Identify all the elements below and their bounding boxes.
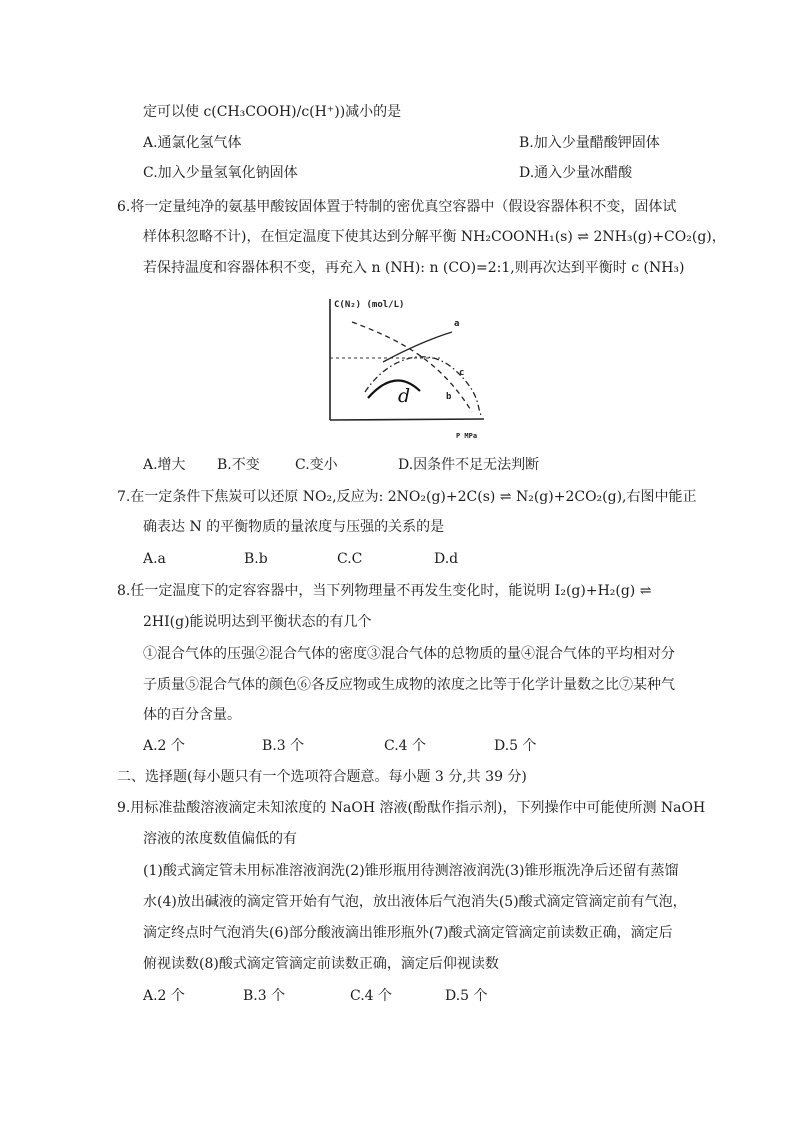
q7-line-2: 确表达 N 的平衡物质的量浓度与压强的关系的是 (143, 519, 445, 535)
q7-option-b: B.b (244, 551, 268, 567)
curve-c (352, 322, 472, 412)
q5-stem: 定可以使 c(CH₃COOH)/c(H⁺))减小的是 (143, 104, 402, 120)
q8-line-5: 体的百分含量。 (143, 707, 241, 723)
q5-option-b: B.加入少量醋酸钾固体 (519, 135, 660, 151)
curve-a-label: a (454, 319, 460, 329)
q9-option-b: B.3 个 (243, 988, 286, 1004)
curve-d (368, 381, 420, 398)
q6-option-c: C.变小 (295, 457, 338, 473)
curve-c-label: c (459, 368, 465, 378)
q5-option-a: A.通氯化氢气体 (143, 135, 242, 151)
curve-b (365, 357, 482, 417)
q8-option-a: A.2 个 (143, 738, 185, 754)
q9-line-3: (1)酸式滴定管未用标准溶液润洗(2)锥形瓶用待测溶液润洗(3)锥形瓶洗净后还留有蒸馏 (143, 863, 679, 879)
q6-line-1: 6.将一定量纯净的氨基甲酸铵固体置于特制的密优真空容器中（假设容器体积不变，固体试 (117, 199, 677, 215)
q9-line-6: 俯视读数(8)酸式滴定管滴定前读数正确，滴定后仰视读数 (143, 956, 499, 972)
figure-x-axis-label: P MPa (456, 432, 478, 440)
q7-option-d: D.d (434, 551, 459, 567)
q6-line-2: 样体积忽略不计)，在恒定温度下使其达到分解平衡 NH₂COONH₁(s) ⇌ 2NH₃(g)+CO₂(g)， (143, 229, 726, 245)
q6-option-d: D.因条件不足无法判断 (398, 457, 540, 473)
q5-option-c: C.加入少量氢氧化钠固体 (143, 165, 298, 181)
q7-option-a: A.a (143, 551, 166, 567)
section-2-heading: 二、选择题(每小题只有一个选项符合题意。每小题 3 分,共 39 分) (117, 769, 527, 785)
q7-option-c: C.C (337, 551, 363, 567)
q9-line-5: 滴定终点时气泡消失(6)部分酸液滴出锥形瓶外(7)酸式滴定管滴定前读数正确，滴定后 (143, 925, 673, 941)
q8-line-2: 2HI(g)能说明达到平衡状态的有几个 (143, 614, 372, 630)
curve-b-label: b (446, 392, 452, 402)
q9-option-c: C.4 个 (350, 988, 393, 1004)
q8-line-1: 8.任一定温度下的定容容器中，当下列物理量不再发生变化时，能说明 I₂(g)+H₂(g) ⇌ (117, 583, 652, 599)
concentration-pressure-figure (318, 295, 488, 445)
q9-line-2: 溶液的浓度数值偏低的有 (143, 831, 297, 847)
q8-option-b: B.3 个 (262, 738, 305, 754)
q8-line-4: 子质量⑤混合气体的颜色⑥各反应物或生成物的浓度之比等于化学计量数之比⑦某种气 (143, 677, 675, 693)
figure-y-axis-label: C(N₂) (mol/L) (334, 300, 405, 310)
x-axis (330, 419, 484, 420)
q7-line-1: 7.在一定条件下焦炭可以还原 NO₂,反应为: 2NO₂(g)+2C(s) ⇌ N₂(g)+2CO₂(g),右图中能正 (117, 489, 697, 505)
q6-option-a: A.增大 (143, 457, 186, 473)
q5-option-d: D.通入少量冰醋酸 (519, 165, 633, 181)
curve-d-label: d (398, 385, 411, 407)
curve-a (383, 332, 452, 362)
q9-line-1: 9.用标准盐酸溶液滴定未知浓度的 NaOH 溶液(酚酞作指示剂)，下列操作中可能使所测 NaOH (117, 800, 706, 816)
q9-option-d: D.5 个 (445, 988, 488, 1004)
q6-option-b: B.不变 (217, 457, 260, 473)
q6-line-3: 若保持温度和容器体积不变，再充入 n (NH): n (CO)=2:1,则再次达到平衡时 c (NH₃) (143, 260, 685, 276)
q8-option-d: D.5 个 (494, 738, 537, 754)
q8-line-3: ①混合气体的压强②混合气体的密度③混合气体的总物质的量④混合气体的平均相对分 (143, 646, 675, 662)
q9-line-4: 水(4)放出碱液的滴定管开始有气泡，放出液体后气泡消失(5)酸式滴定管滴定前有气泡， (143, 894, 687, 910)
q8-option-c: C.4 个 (384, 738, 427, 754)
q9-option-a: A.2 个 (143, 988, 185, 1004)
